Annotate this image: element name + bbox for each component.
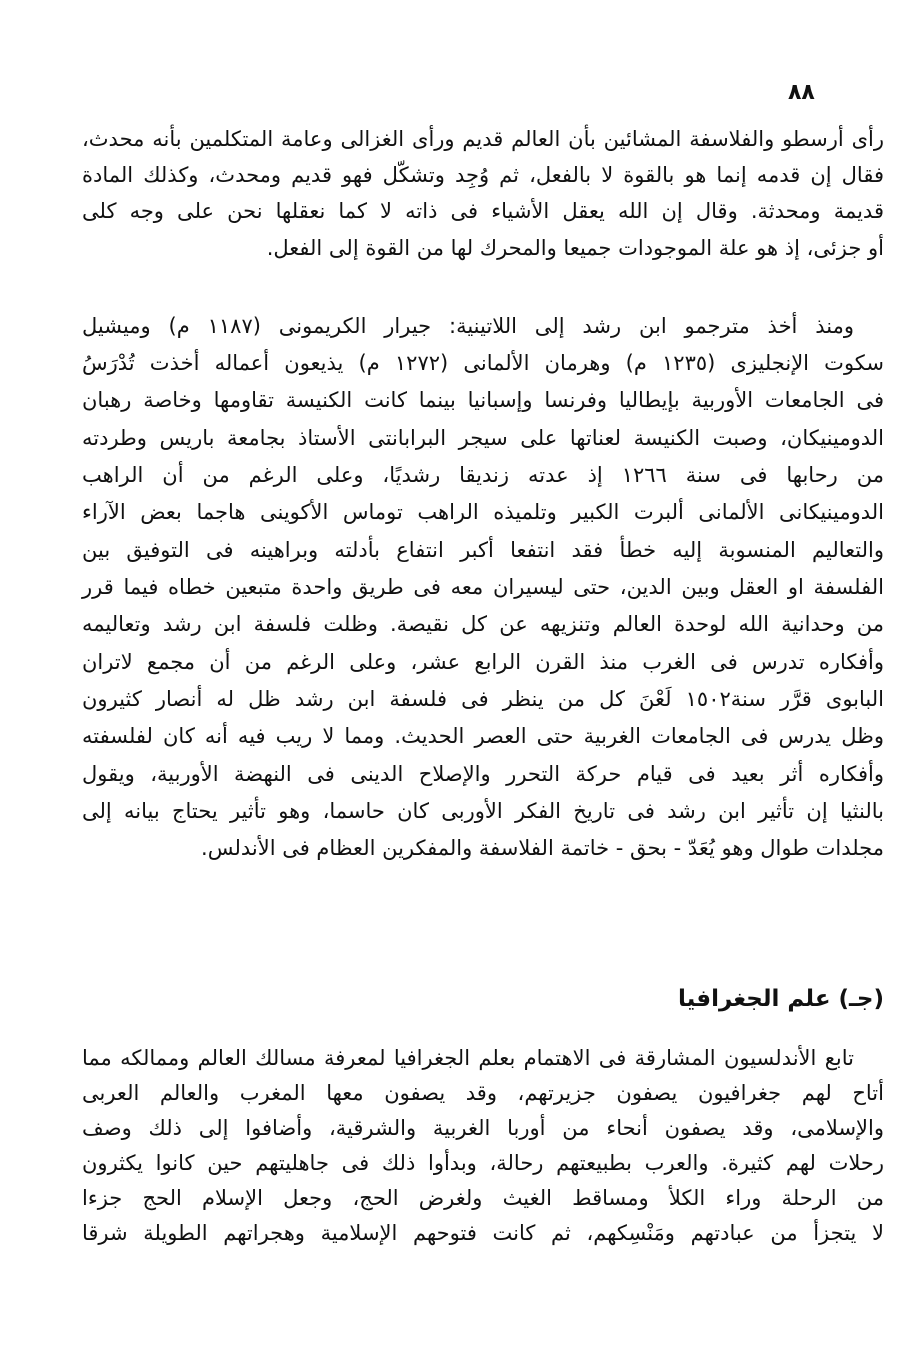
text-line: بالنثيا إن تأثير ابن رشد فى تاريخ الفكر الأوربى كان حاسما، وهو تأثير يحتاج بيانه إلى (82, 799, 884, 823)
text-line: أتاح لهم جغرافيون يصفون جزيرتهم، وقد يصفون معها المغرب والعالم العربى (82, 1081, 884, 1105)
text-line: وأفكاره أثر بعيد فى قيام حركة التحرر والإصلاح الدينى فى النهضة الأوربية، ويقول (82, 762, 884, 786)
page-number: ٨٨ (788, 80, 815, 105)
text-line: رأى أرسطو والفلاسفة المشائين بأن العالم قديم ورأى الغزالى وعامة المتكلمين بأنه محدث، (82, 127, 884, 151)
text-line: قديمة ومحدثة. وقال إن الله يعقل الأشياء فى ذاته لا كما نعقلها نحن على وجه كلى (82, 199, 884, 223)
text-line: وأفكاره تدرس فى الغرب منذ القرن الرابع عشر، وعلى الرغم من أن مجمع لاتران (82, 650, 884, 674)
text-line: من وحدانية الله لوحدة العالم وتنزيهه عن كل نقيصة. وظلت فلسفة ابن رشد وتعاليمه (82, 612, 884, 636)
text-line: تابع الأندلسيون المشارقة فى الاهتمام بعلم الجغرافيا لمعرفة مسالك العالم وممالكه مما (82, 1046, 854, 1070)
text-line: لا يتجزأ من عبادتهم ومَنْسِكهم، ثم كانت فتوحهم الإسلامية وهجراتهم الطويلة شرقا (82, 1221, 884, 1245)
text-line: البابوى قرَّر سنة١٥٠٢ لَعْنَ كل من ينظر فى فلسفة ابن رشد ظل له أنصار كثيرون (82, 687, 884, 711)
text-line: والإسلامى، وقد يصفون أنحاء من أوربا الغربية والشرقية، وأضافوا إلى ذلك وصف (82, 1116, 884, 1140)
text-line: رحلات لهم كثيرة. والعرب بطبيعتهم رحالة، وبدأوا ذلك فى جاهليتهم حين كانوا يكثرون (82, 1151, 884, 1175)
text-line: من رحابها فى سنة ١٢٦٦ إذ عدته زنديقا رشديًا، وعلى الرغم من أن الراهب (82, 463, 884, 487)
text-line: مجلدات طوال وهو يُعَدّ - بحق - خاتمة الفلاسفة والمفكرين العظام فى الأندلس. (201, 836, 884, 860)
text-line: والتعاليم المنسوبة إليه خطأ فقد انتفعا أكبر انتفاع بأدلته وبراهينه فى التوفيق بين (82, 538, 884, 562)
text-line: فقال إن قدمه إنما هو بالقوة لا بالفعل، ثم وُجِد وتشكّل فهو قديم ومحدث، وكذلك المادة (82, 163, 884, 187)
text-line: أو جزئى، إذ هو علة الموجودات جميعا والمحرك لها من القوة إلى الفعل. (266, 236, 884, 260)
text-line: سكوت الإنجليزى (١٢٣٥ م) وهرمان الألمانى (١٢٧٢ م) يذيعون أعماله أخذت تُدْرَسُ (82, 351, 884, 375)
text-line: الفلسفة او العقل وبين الدين، حتى ليسيران معه فى طريق واحدة متبعين خطاه فيما قرر (82, 575, 884, 599)
section-heading: (جـ) علم الجغرافيا (678, 986, 884, 1012)
text-line: الدومينيكانى الألمانى ألبرت الكبير وتلميذه الراهب توماس الأكوينى هاجما بعض الآراء (82, 500, 884, 524)
text-line: وظل يدرس فى الجامعات الغربية حتى العصر الحديث. ومما لا ريب فيه أنه كان لفلسفته (82, 724, 884, 748)
text-line: الدومينيكان، وصبت الكنيسة لعناتها على سيجر البرابانتى الأستاذ بجامعة باريس وطردته (82, 426, 884, 450)
text-line: ومنذ أخذ مترجمو ابن رشد إلى اللاتينية: جيرار الكريمونى (١١٨٧ م) وميشيل (82, 314, 854, 338)
text-line: فى الجامعات الأوربية بإيطاليا وفرنسا وإسبانيا بينما كانت الكنيسة تقاومها وخاصة رهبان (82, 388, 884, 412)
text-line: من الرحلة وراء الكلأ ومساقط الغيث ولغرض الحج، وجعل الإسلام الحج جزءا (82, 1186, 884, 1210)
